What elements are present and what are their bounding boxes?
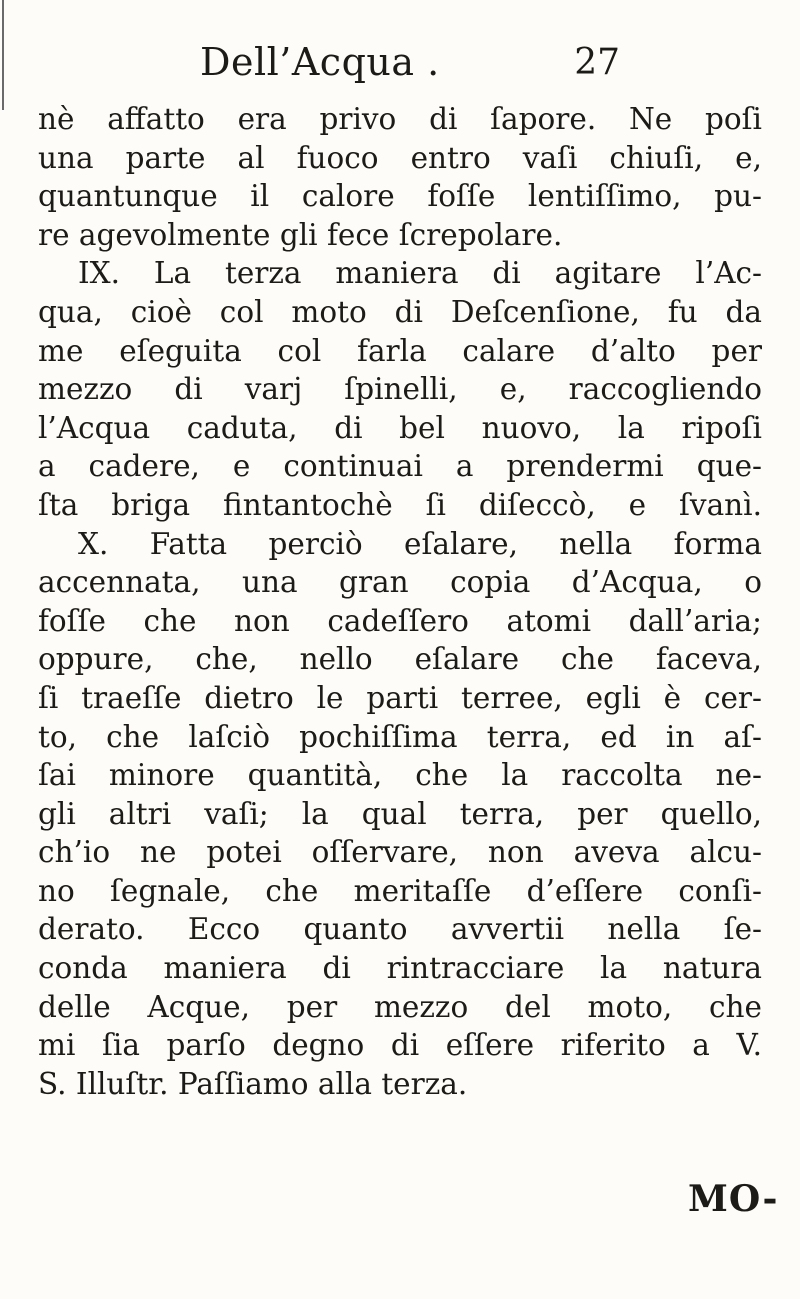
text-line: mezzo di varj ſpinelli, e, raccogliendo <box>38 372 762 407</box>
page-edge-rule <box>2 0 4 110</box>
text-line: a cadere, e continuai a prendermi que- <box>38 449 762 484</box>
running-title: Dell’Acqua . <box>200 40 440 84</box>
text-line: X. Fatta perciò eſalare, nella forma <box>78 526 762 561</box>
text-line: IX. La terza maniera di agitare l’Ac- <box>78 256 762 291</box>
text-line: delle Acque, per mezzo del moto, che <box>38 989 762 1024</box>
text-line: me eſeguita col farla calare d’alto per <box>38 333 762 368</box>
text-line: re agevolmente gli fece ſcrepolare. <box>38 217 563 252</box>
catchword: MO- <box>688 1178 779 1220</box>
page-number: 27 <box>574 42 620 83</box>
text-line: derato. Ecco quanto avvertii nella ſe- <box>38 912 762 947</box>
text-line: oppure, che, nello eſalare che faceva, <box>38 642 762 677</box>
text-line: foſſe che non cadeſſero atomi dall’aria; <box>38 603 762 638</box>
text-line: accennata, una gran copia d’Acqua, o <box>38 565 762 600</box>
text-line: quantunque il calore foſſe lentiſſimo, pu- <box>38 179 762 214</box>
body-text <box>38 100 762 1103</box>
text-line: l’Acqua caduta, di bel nuovo, la ripoſi <box>38 410 762 445</box>
text-line: gli altri vaſi; la qual terra, per quello, <box>38 796 762 831</box>
text-line: mi ſia parſo degno di eſſere riferito a V. <box>38 1028 762 1063</box>
text-line: qua, cioè col moto di Deſcenſione, fu da <box>38 294 762 329</box>
text-line: no ſegnale, che meritaſſe d’eſſere conſi- <box>38 873 762 908</box>
text-line: ſai minore quantità, che la raccolta ne- <box>38 758 762 793</box>
text-line: ſi traeſſe dietro le parti terree, egli è cer- <box>38 680 762 715</box>
running-head <box>200 40 620 90</box>
text-line: una parte al fuoco entro vaſi chiuſi, e, <box>38 140 762 175</box>
text-line: ſta briga fintantochè ſi diſeccò, e ſvanì. <box>38 487 762 522</box>
text-line: to, che laſciò pochiſſima terra, ed in aſ- <box>38 719 762 754</box>
text-line: ch’io ne potei oſſervare, non aveva alcu- <box>38 835 762 870</box>
text-line: S. Illuſtr. Paſſiamo alla terza. <box>38 1066 468 1101</box>
text-line: conda maniera di rintracciare la natura <box>38 951 762 986</box>
text-line: nè affatto era privo di ſapore. Ne poſi <box>38 102 762 136</box>
